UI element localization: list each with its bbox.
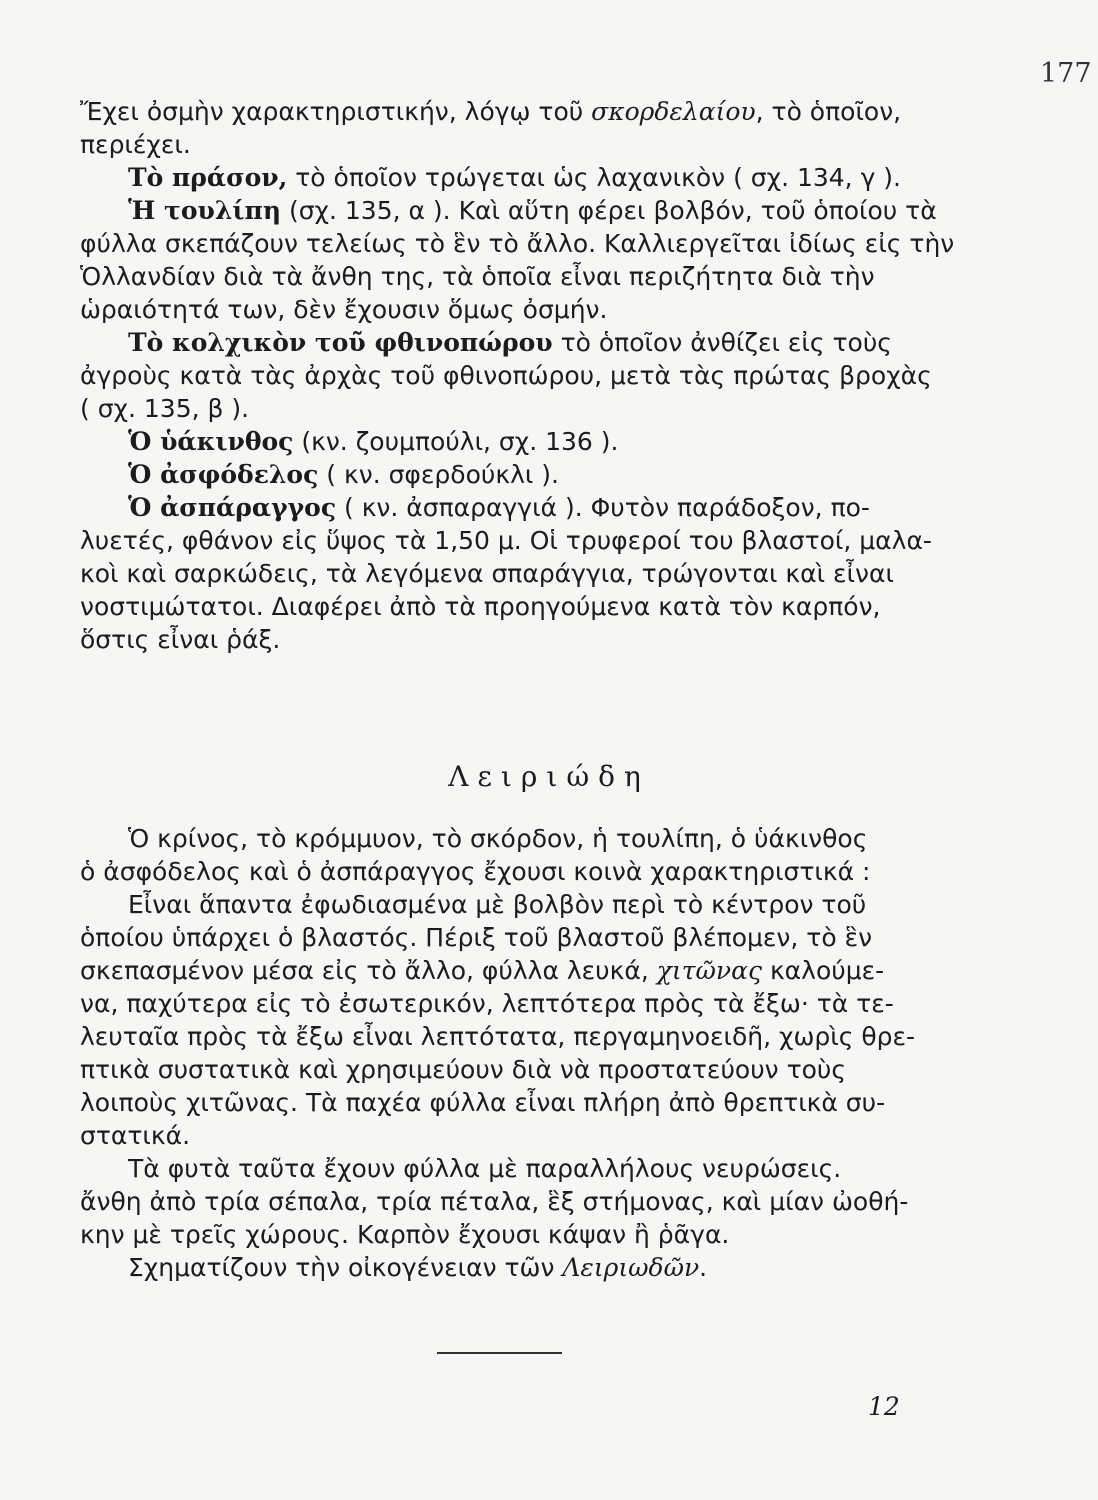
text-segment: ὅστις εἶναι ῥάξ. [80, 625, 281, 654]
text-segment: (σχ. 135, α ). Καὶ αὕτη φέρει βολβόν, τοῦ ὁποίου τὰ [281, 196, 937, 225]
text-line [80, 888, 940, 921]
text-line [80, 822, 940, 855]
text-segment: σκεπασμένον μέσα εἰς τὸ ἄλλο, φύλλα λευκά, [80, 956, 657, 985]
text-line [80, 954, 940, 987]
text-segment: περιέχει. [80, 130, 191, 159]
paragraph [80, 425, 940, 458]
text-line [80, 1086, 940, 1119]
text-line [80, 359, 940, 392]
text-line [80, 425, 940, 458]
text-segment: κοὶ καὶ σαρκώδεις, τὰ λεγόμενα σπαράγγια, τρώγονται καὶ εἶναι [80, 559, 894, 588]
text-segment: Ὁλλανδίαν διὰ τὰ ἄνθη της, τὰ ὁποῖα εἶναι περιζήτητα διὰ τὴν [80, 262, 875, 291]
text-line [80, 128, 940, 161]
paragraph [80, 888, 940, 1152]
bold-term: Ἡ τουλίπη [128, 196, 282, 225]
text-segment: Σχηματίζουν τὴν οἰκογένειαν τῶν [128, 1253, 563, 1282]
text-line [80, 1218, 940, 1251]
text-segment: καλούμε- [762, 956, 885, 985]
text-segment: ὁποίου ὑπάρχει ὁ βλαστός. Πέριξ τοῦ βλαστοῦ βλέπομεν, τὸ ἓν [80, 923, 873, 952]
text-segment: νοστιμώτατοι. Διαφέρει ἀπὸ τὰ προηγούμενα κατὰ τὸν καρπόν, [80, 592, 881, 621]
bold-term: Ὁ ἀσπάραγγος [128, 493, 337, 522]
text-line [80, 458, 940, 491]
text-block-top [80, 95, 955, 656]
text-segment: ( κν. σφερδούκλι ). [318, 460, 559, 489]
text-line [80, 1119, 940, 1152]
bold-term: Ὁ ἀσφόδελος [128, 460, 319, 489]
italic-term: σκορδελαίου [591, 97, 756, 126]
text-line [80, 326, 940, 359]
text-segment: κην μὲ τρεῖς χώρους. Καρπὸν ἔχουσι κάψαν ἢ ῥᾶγα. [80, 1220, 730, 1249]
text-line [80, 524, 940, 557]
paragraph [80, 1152, 940, 1251]
horizontal-rule [437, 1352, 562, 1354]
paragraph [80, 326, 940, 425]
text-line [80, 95, 940, 128]
paragraph [80, 822, 940, 888]
text-line [80, 227, 955, 260]
text-segment: ( σχ. 135, β ). [80, 394, 250, 423]
paragraph [80, 458, 940, 491]
text-line [80, 1251, 940, 1284]
text-segment: ἄνθη ἀπὸ τρία σέπαλα, τρία πέταλα, ἓξ στήμονας, καὶ μίαν ὠοθή- [80, 1187, 909, 1216]
bold-term: Τὸ πράσον, [128, 163, 288, 192]
text-segment: λοιποὺς χιτῶνας. Τὰ παχέα φύλλα εἶναι πλήρη ἀπὸ θρεπτικὰ συ- [80, 1088, 886, 1117]
bold-term: Τὸ κολχικὸν τοῦ φθινοπώρου [128, 328, 553, 357]
text-segment: τὸ ὁποῖον τρώγεται ὡς λαχανικὸν ( σχ. 134, γ ). [287, 163, 902, 192]
text-segment: . [699, 1253, 708, 1282]
text-line [80, 855, 940, 888]
text-line [80, 491, 940, 524]
text-segment: , τὸ ὁποῖον, [755, 97, 902, 126]
section-heading: Λειριώδη [448, 760, 650, 793]
text-line [80, 921, 940, 954]
text-segment: Εἶναι ἅπαντα ἐφωδιασμένα μὲ βολβὸν περὶ τὸ κέντρον τοῦ [128, 890, 867, 919]
text-segment: (κν. ζουμπούλι, σχ. 136 ). [293, 427, 619, 456]
text-line [80, 1185, 940, 1218]
text-line [80, 1020, 940, 1053]
text-line [80, 557, 940, 590]
text-line [80, 161, 940, 194]
text-segment: πτικὰ συστατικὰ καὶ χρησιμεύουν διὰ νὰ προστατεύουν τοὺς [80, 1055, 847, 1084]
text-segment: να, παχύτερα εἰς τὸ ἐσωτερικόν, λεπτότερα πρὸς τὰ ἔξω· τὰ τε- [80, 989, 894, 1018]
text-line [80, 392, 940, 425]
text-segment: ὁ ἀσφόδελος καὶ ὁ ἀσπάραγγος ἔχουσι κοινὰ χαρακτηριστικά : [80, 857, 871, 886]
text-segment: λυετές, φθάνον εἰς ὕψος τὰ 1,50 μ. Οἱ τρυφεροί του βλαστοί, μαλα- [80, 526, 932, 555]
paragraph [80, 95, 940, 161]
text-line [80, 590, 940, 623]
paragraph [80, 161, 940, 194]
text-segment: Τὰ φυτὰ ταῦτα ἔχουν φύλλα μὲ παραλλήλους νευρώσεις. [128, 1154, 842, 1183]
text-segment: Ὁ κρίνος, τὸ κρόμμυον, τὸ σκόρδον, ἡ τουλίπη, ὁ ὑάκινθος [128, 824, 868, 853]
paragraph [80, 1251, 940, 1284]
paragraph [80, 491, 940, 656]
text-segment: τὸ ὁποῖον ἀνθίζει εἰς τοὺς [552, 328, 892, 357]
text-segment: ( κν. ἀσπαραγγιά ). Φυτὸν παράδοξον, πο- [336, 493, 870, 522]
text-line [80, 987, 940, 1020]
text-line [80, 260, 940, 293]
text-line [80, 1053, 940, 1086]
text-segment: Ἔχει ὀσμὴν χαρακτηριστικήν, λόγῳ τοῦ [80, 97, 592, 126]
signature-mark: 12 [868, 1392, 900, 1421]
text-line [80, 293, 940, 326]
text-line [80, 1152, 940, 1185]
text-segment: στατικά. [80, 1121, 191, 1150]
italic-term: χιτῶνας [656, 956, 762, 985]
text-segment: ὡραιότητά των, δὲν ἔχουσιν ὅμως ὀσμήν. [80, 295, 608, 324]
text-block-bottom [80, 822, 940, 1284]
paragraph [80, 194, 955, 326]
text-segment: λευταῖα πρὸς τὰ ἔξω εἶναι λεπτότατα, περγαμηνοειδῆ, χωρὶς θρε- [80, 1022, 916, 1051]
text-line [80, 623, 940, 656]
text-line [80, 194, 940, 227]
bold-term: Ὁ ὑάκινθος [128, 427, 294, 456]
text-segment: φύλλα σκεπάζουν τελείως τὸ ἓν τὸ ἄλλο. Καλλιεργεῖται ἰδίως εἰς τὴν [80, 229, 955, 258]
italic-term: Λειριωδῶν [562, 1253, 700, 1282]
page-number: 177 [1040, 58, 1092, 89]
text-segment: ἀγροὺς κατὰ τὰς ἀρχὰς τοῦ φθινοπώρου, μετὰ τὰς πρώτας βροχὰς [80, 361, 932, 390]
